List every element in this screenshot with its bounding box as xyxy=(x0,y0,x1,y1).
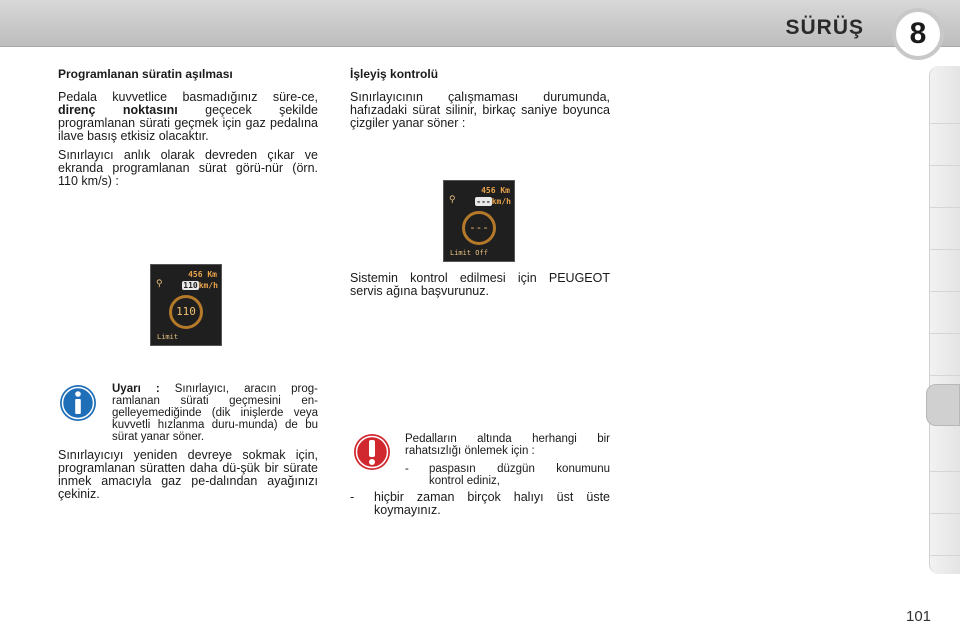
note-box xyxy=(112,383,318,449)
limiter-icon: ⚲ xyxy=(449,195,456,205)
paragraph: Sınırlayıcı anlık olarak devreden çıkar ve ekranda programlanan sürat görü-nür (örn. 110 km/s) : xyxy=(58,148,318,188)
left-column-bottom xyxy=(58,449,318,507)
note-label: Uyarı : xyxy=(112,383,160,395)
warning-intro: Pedalların altında herhangi bir rahatsızlığı önlemek için : xyxy=(405,433,610,457)
warning-icon xyxy=(352,432,392,472)
paragraph xyxy=(58,91,318,143)
dash: - xyxy=(405,463,409,475)
speed-unit: km/h xyxy=(491,197,511,206)
limit-label: Limit xyxy=(157,333,179,341)
speed-dial: 110 xyxy=(169,295,203,329)
bold-text: direnç noktasını xyxy=(58,103,178,117)
speed-limiter-display xyxy=(150,264,222,346)
limiter-icon: ⚲ xyxy=(156,279,163,289)
warning-list-item xyxy=(405,463,610,487)
chapter-tab[interactable] xyxy=(930,472,960,514)
speed-dial: --- xyxy=(462,211,496,245)
text: geçecek şekilde programlanan sürati geçmek için gaz pedalına ilave basış etkisiz olacaktır. xyxy=(58,103,318,143)
odometer-readout: 456 Km xyxy=(188,270,217,279)
chapter-tab[interactable] xyxy=(930,82,960,124)
chapter-tab[interactable] xyxy=(930,250,960,292)
limit-off-label: Limit Off xyxy=(450,249,488,257)
chapter-tab[interactable] xyxy=(930,208,960,250)
chapter-title: SÜRÜŞ xyxy=(785,16,864,39)
chapter-tab[interactable] xyxy=(930,514,960,556)
right-column-middle xyxy=(350,272,610,304)
note-text: Sınırlayıcı, aracın prog-ramlanan sürati geçmesini en-gelleyemediğinde (dik inişlerde veya kuvvetli hızlanma duru-munda) de bu sürat yanar söner. xyxy=(112,383,319,443)
right-column xyxy=(350,68,610,136)
chapter-tab-active[interactable] xyxy=(926,384,960,426)
odometer-readout: 456 Km xyxy=(481,186,510,195)
section-heading: Programlanan süratin aşılması xyxy=(58,67,233,81)
paragraph: Sınırlayıcının çalışmaması durumunda, hafızadaki sürat silinir, birkaç saniye boyunca çizgiler yanar söner : xyxy=(350,90,610,130)
info-icon xyxy=(58,383,98,423)
speed-value: 110 xyxy=(183,281,198,290)
text: Pedala kuvvetlice basmadığınız süre-ce, xyxy=(58,90,318,104)
warning-box-bottom xyxy=(350,491,610,523)
chapter-number-badge: 8 xyxy=(892,8,944,60)
chapter-tab[interactable] xyxy=(930,334,960,376)
warning-item-text: paspasın düzgün konumunu kontrol ediniz, xyxy=(429,463,610,487)
left-column xyxy=(58,68,318,194)
speed-readout xyxy=(182,281,218,290)
section-heading: İşleyiş kontrolü xyxy=(350,67,439,81)
chapter-tabs xyxy=(929,66,960,574)
warning-list-item xyxy=(350,491,610,517)
speed-readout xyxy=(475,197,511,206)
note-paragraph xyxy=(112,383,318,443)
chapter-tab[interactable] xyxy=(930,430,960,472)
page-number: 101 xyxy=(906,608,932,625)
chapter-tab[interactable] xyxy=(930,124,960,166)
paragraph: Sistemin kontrol edilmesi için PEUGEOT servis ağına başvurunuz. xyxy=(350,271,610,298)
chapter-tab[interactable] xyxy=(930,292,960,334)
warning-item-text: hiçbir zaman birçok halıyı üst üste koymayınız. xyxy=(374,490,610,517)
warning-box xyxy=(405,433,610,493)
chapter-tab[interactable] xyxy=(930,166,960,208)
speed-value: --- xyxy=(476,197,491,206)
speed-unit: km/h xyxy=(198,281,218,290)
dash: - xyxy=(350,490,355,504)
speed-limiter-display-off xyxy=(443,180,515,262)
paragraph: Sınırlayıcıyı yeniden devreye sokmak için, programlanan süratten daha dü-şük bir sürate inmek amacıyla gaz pe-dalından ayağınızı çekiniz. xyxy=(58,448,318,501)
